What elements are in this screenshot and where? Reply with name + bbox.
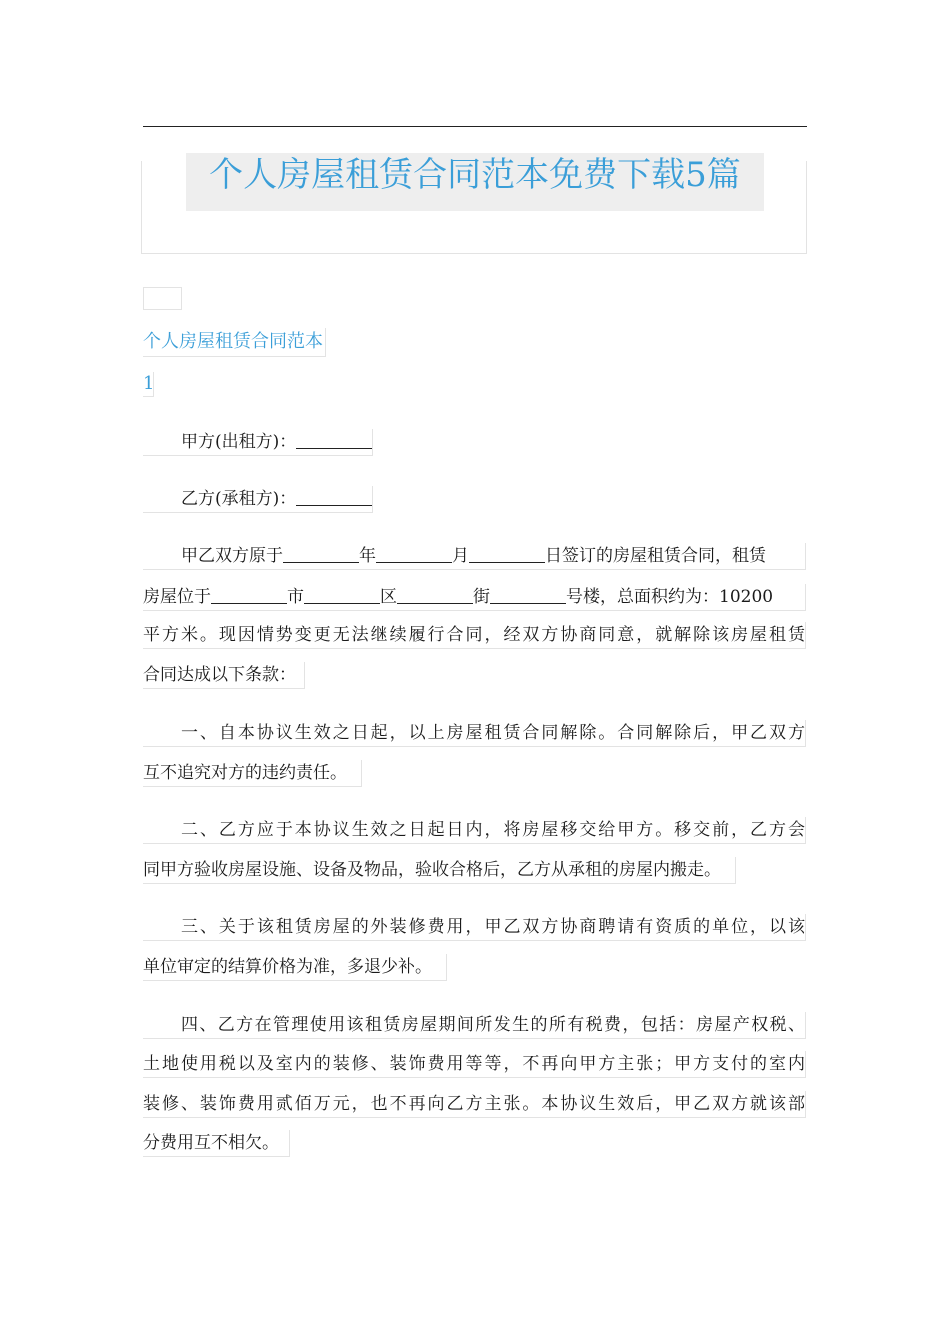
clause-2-line-1: 二、乙方应于本协议生效之日起日内，将房屋移交给甲方。移交前，乙方会 xyxy=(143,817,806,844)
text: 区 xyxy=(380,587,397,607)
document-title: 个人房屋租赁合同范本免费下载5篇 xyxy=(209,155,741,195)
clause-4-line-2: 土地使用税以及室内的装修、装饰费用等等，不再向甲方主张；甲方支付的室内 xyxy=(143,1051,806,1078)
intro-line-2 xyxy=(143,584,806,611)
blank-field xyxy=(304,584,380,604)
clause-4-line-1: 四、乙方在管理使用该租赁房屋期间所发生的所有税费，包括：房屋产权税、 xyxy=(143,1012,806,1039)
text: 月 xyxy=(452,546,469,566)
text: 房屋位于 xyxy=(143,587,211,607)
party-b-label: 乙方(承租方)： xyxy=(181,489,297,509)
clause-4-line-3: 装修、装饰费用贰佰万元，也不再向乙方主张。本协议生效后，甲乙双方就该部 xyxy=(143,1091,806,1118)
blank-field xyxy=(296,429,372,449)
intro-line-1 xyxy=(143,543,806,570)
clause-1-line-1: 一、自本协议生效之日起，以上房屋租赁合同解除。合同解除后，甲乙双方 xyxy=(143,720,806,747)
header-rule xyxy=(143,126,807,127)
text: 日签订的房屋租赁合同，租赁 xyxy=(545,546,766,566)
party-a-line xyxy=(143,429,373,456)
blank-field xyxy=(283,543,359,563)
blank-field xyxy=(469,543,545,563)
blank-field xyxy=(397,584,473,604)
blank-field xyxy=(296,486,372,506)
clause-1-line-2: 互不追究对方的违约责任。 xyxy=(143,760,362,787)
intro-line-3: 平方米。现因情势变更无法继续履行合同，经双方协商同意，就解除该房屋租赁 xyxy=(143,622,806,649)
clause-4-line-4: 分费用互不相欠。 xyxy=(143,1130,290,1157)
blank-field xyxy=(211,584,287,604)
blank-field xyxy=(490,584,566,604)
clause-2-line-2: 同甲方验收房屋设施、设备及物品，验收合格后，乙方从承租的房屋内搬走。 xyxy=(143,857,736,884)
text: 年 xyxy=(359,546,376,566)
party-b-line xyxy=(143,486,373,513)
intro-line-4: 合同达成以下条款： xyxy=(143,662,305,689)
empty-cell xyxy=(143,287,182,310)
text: 街 xyxy=(473,587,490,607)
section-title: 个人房屋租赁合同范本 xyxy=(143,328,326,357)
blank-field xyxy=(376,543,452,563)
clause-3-line-1: 三、关于该租赁房屋的外装修费用，甲乙双方协商聘请有资质的单位，以该 xyxy=(143,914,806,941)
text: 甲乙双方原于 xyxy=(181,546,283,566)
section-number: 1 xyxy=(143,372,154,397)
party-a-label: 甲方(出租方)： xyxy=(181,432,297,452)
text: 号楼，总面积约为：10200 xyxy=(566,587,774,607)
text: 市 xyxy=(287,587,304,607)
clause-3-line-2: 单位审定的结算价格为准，多退少补。 xyxy=(143,954,447,981)
